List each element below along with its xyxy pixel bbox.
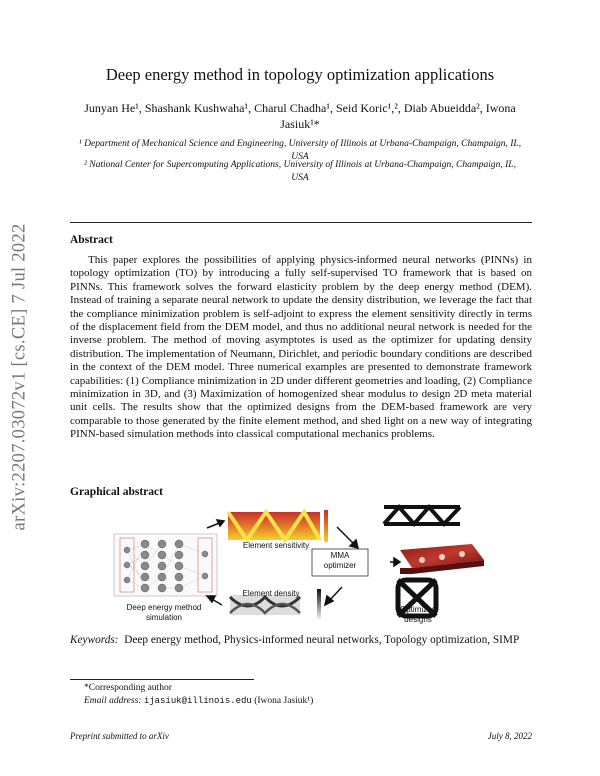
keywords-label: Keywords: bbox=[70, 634, 119, 646]
neural-network-diagram bbox=[114, 534, 217, 596]
paper-title: Deep energy method in topology optimization applications bbox=[105, 65, 495, 84]
preprint-date: July 8, 2022 bbox=[487, 731, 532, 741]
email-address[interactable]: ijasiuk@illinois.edu bbox=[143, 696, 252, 706]
affiliation-2-line-2: USA bbox=[291, 172, 309, 183]
label-optimized-designs bbox=[388, 605, 448, 625]
author-list bbox=[60, 100, 540, 132]
mma-line-1: MMA bbox=[330, 551, 350, 560]
keywords-text: Deep energy method, Physics-informed neural networks, Topology optimization, SIMP bbox=[124, 634, 520, 646]
label-element-sensitivity: Element sensitivity bbox=[242, 541, 310, 550]
dem-line-2: simulation bbox=[145, 613, 182, 622]
affiliation-2 bbox=[70, 159, 530, 184]
arxiv-identifier: arXiv:2207.03072v1 [cs.CE] 7 Jul 2022 bbox=[9, 223, 30, 531]
opt-line-2: designs bbox=[404, 615, 432, 624]
email-owner: (Iwona Jasiuk¹) bbox=[254, 696, 314, 706]
footnote-rule bbox=[70, 679, 254, 680]
abstract-body: This paper explores the possibilities of applying physics-informed neural networks (PINNs) in topology optimization (TO) by introducing a fully self-supervised TO framework that is based on PINNs. This framework solves the forward elasticity problem by the deep energy method (DEM). Instead of training a separate neural network to update the density distribution, we leverage the fact that the compliance minimization problem is self-adjoint to express the element sensitivity directly in terms of the displacement field from the DEM model, and thus no additional neural network is needed for the inverse problem. The method of moving asymptotes is used as the optimizer for updating density distribution. The implementation of Neumann, Dirichlet, and periodic boundary conditions are described in the context of the DEM model. Three numerical examples are presented to demonstrate framework capabilities: (1) Compliance minimization in 2D under different geometries and loading, (2) Compliance minimization in 3D, and (3) Maximization of homogenized shear modulus to design 2D meta material unit cells. The results show that the optimized designs from the DEM-based framework are very comparable to those generated by the finite element method, and shed light on a new way of integrating PINN-based simulation methods into classical computational mechanics problems. bbox=[70, 254, 532, 441]
abstract-heading: Abstract bbox=[70, 234, 113, 246]
email-footnote bbox=[84, 696, 313, 706]
affiliation-1-line-2: USA bbox=[291, 151, 309, 162]
authors-line-2: Jasiuk¹* bbox=[280, 117, 320, 131]
graphical-abstract-heading: Graphical abstract bbox=[70, 486, 163, 498]
label-element-density: Element density bbox=[242, 589, 300, 598]
authors-line-1: Junyan He¹, Shashank Kushwaha¹, Charul Chadha¹, Seid Koric¹,², Diab Abueidda², Iwona bbox=[84, 101, 516, 115]
dem-line-1: Deep energy method bbox=[126, 603, 202, 612]
keywords bbox=[70, 633, 540, 648]
affiliation-2-line-1: ² National Center for Supercomputing Applications, University of Illinois at Urbana-Champaign, Champaign, IL, bbox=[84, 160, 516, 170]
preprint-notice: Preprint submitted to arXiv bbox=[70, 731, 169, 741]
opt-line-1: Optimized bbox=[399, 605, 436, 614]
element-sensitivity-map bbox=[228, 510, 328, 542]
email-label: Email address: bbox=[84, 696, 142, 706]
mma-line-2: optimizer bbox=[323, 561, 357, 570]
affiliation-1-line-1: ¹ Department of Mechanical Science and Engineering, University of Illinois at Urbana-Champaign, Champaign, IL, bbox=[78, 139, 522, 149]
label-dem-simulation bbox=[114, 603, 214, 623]
top-rule bbox=[70, 222, 532, 223]
corresponding-author-note: *Corresponding author bbox=[84, 683, 172, 693]
label-mma-optimizer bbox=[312, 551, 368, 571]
